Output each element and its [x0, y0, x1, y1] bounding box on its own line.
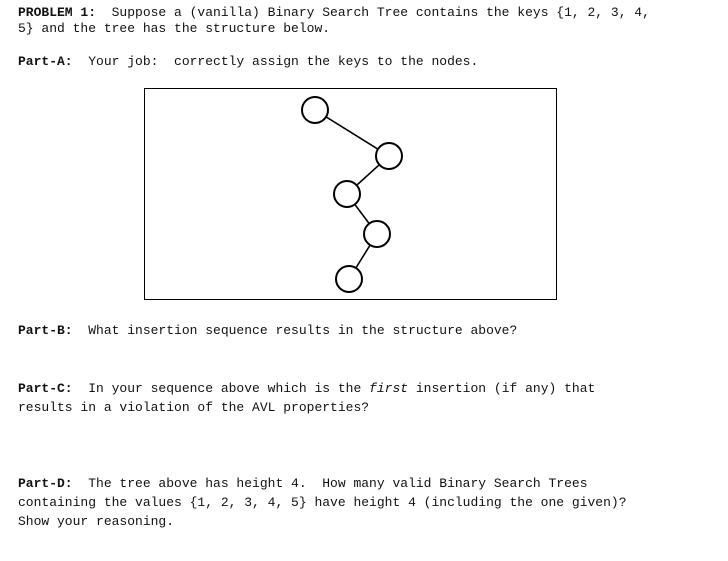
- tree-node: [302, 97, 328, 123]
- part-d-line-3: Show your reasoning.: [18, 514, 175, 529]
- part-a-text: Your job: correctly assign the keys to the nodes.: [72, 54, 479, 69]
- part-c-italic: first: [369, 381, 409, 396]
- part-d-label: Part-D:: [18, 476, 73, 491]
- part-b-label: Part-B:: [18, 323, 73, 338]
- problem-label: PROBLEM 1:: [18, 5, 97, 20]
- part-c-text-before: In your sequence above which is the: [72, 381, 370, 396]
- part-d-line-1: [18, 474, 588, 493]
- problem-text-1: Suppose a (vanilla) Binary Search Tree contains the keys {1, 2, 3, 4,: [96, 5, 650, 20]
- part-d-line-2: containing the values {1, 2, 3, 4, 5} have height 4 (including the one given)?: [18, 495, 627, 510]
- part-d-text: The tree above has height 4. How many valid Binary Search Trees: [72, 476, 588, 491]
- tree-diagram-box: [144, 88, 557, 300]
- tree-node: [364, 221, 390, 247]
- part-c-line-1: [18, 379, 595, 398]
- bst-tree-diagram: [145, 89, 558, 301]
- part-b: [18, 321, 517, 340]
- part-b-text: What insertion sequence results in the structure above?: [72, 323, 518, 338]
- part-c-line-2: results in a violation of the AVL properties?: [18, 400, 370, 415]
- problem-line-2: 5} and the tree has the structure below.: [18, 21, 331, 36]
- part-c-text-after: insertion (if any) that: [408, 381, 596, 396]
- tree-node: [376, 143, 402, 169]
- part-c-label: Part-C:: [18, 381, 73, 396]
- part-a-label: Part-A:: [18, 54, 73, 69]
- tree-node: [334, 181, 360, 207]
- part-a: [18, 52, 478, 71]
- tree-node: [336, 266, 362, 292]
